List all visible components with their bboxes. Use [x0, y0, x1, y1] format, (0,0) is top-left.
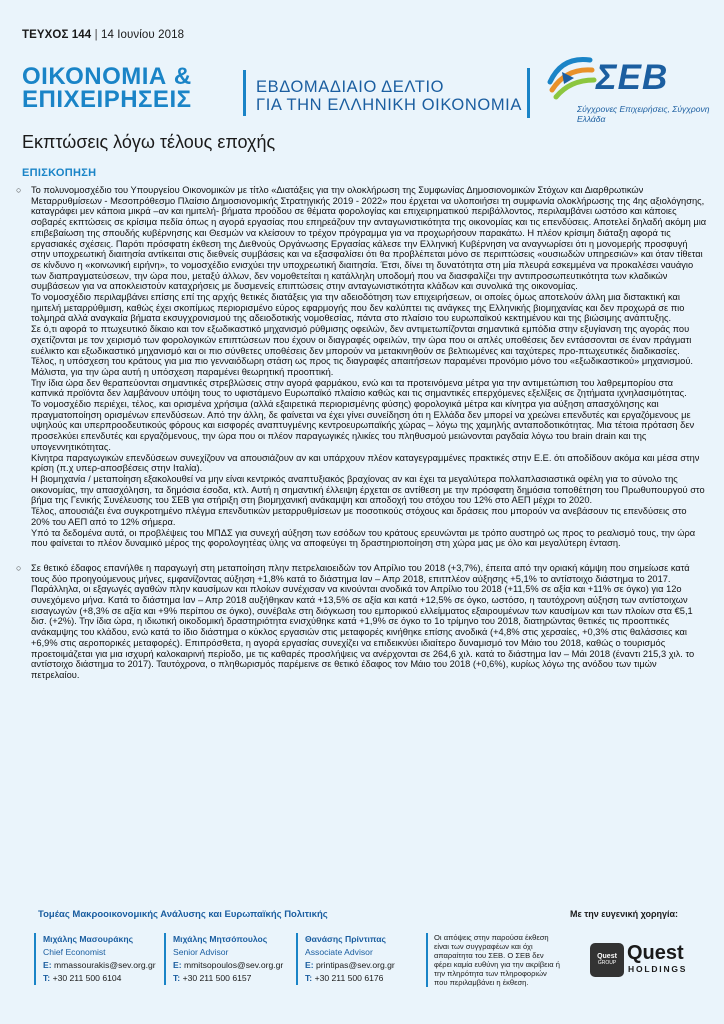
bulletin-line2: ΓΙΑ ΤΗΝ ΕΛΛΗΝΙΚΗ ΟΙΚΟΝΟΜΙΑ: [256, 96, 522, 114]
email-label: E:: [305, 960, 314, 970]
bullet-circle-icon: ○: [16, 562, 22, 573]
brand-title: [22, 65, 192, 111]
contact-phone: +30 211 500 6176: [314, 973, 384, 983]
title-divider: [243, 70, 246, 116]
contact-card-3: [296, 933, 395, 985]
bullet-1-paragraph-1: Το πολυνομοσχέδιο του Υπουργείου Οικονομικών με τίτλο «Διατάξεις για την ολοκλήρωση της Συμφωνίας Δημοσιονομικών Στόχων και Διαρθρωτικών Μεταρρυθμίσεων - Μεσοπρόθεσμο Πλαίσιο Δημοσιονομικής Στρατηγικής 2019 - 2022» που έρχεται να υλοποιήσει τη συμφωνία ολοκλήρωσης της 4ης αξιολόγησης, καταγράφει μεν κάποια μικρά –αν και ημιτελή- βήματα προόδου σε θέματα φορολογίας και επιχειρηματικού περιβάλλοντος, περιλαμβάνει ωστόσο και κάποιες σοβαρές εκπτώσεις σε κρίσιμα πεδία όπως η αγορά εργασίας που επηρεάζουν την ανταγωνιστικότητα της οικονομίας και τις επενδύσεις. Αποτελεί δηλαδή ακόμη μια επιβεβαίωση της σπουδής κυβέρνησης και Θεσμών να κλείσουν το τρέχον πρόγραμμα για να προχωρήσουν παρακάτω. Η πλέον κρίσιμη διάταξη αφορά τις εργασιακές σχέσεις. Παρότι πρόσφατη έκθεση της Διεθνούς Οργάνωσης Εργασίας κάλεσε την Ελληνική Κυβέρνηση να αναγνωρίσει ότι η μονομερής προσφυγή στην υποχρεωτική διαιτησία αντίκειται στις διεθνείς συμβάσεις και να εξασφαλίσει ότι θα προβλέπεται μόνο σε περιπτώσεις «ουσιωδών υπηρεσιών» και όταν τίθεται σε κίνδυνο η «κοινωνική ειρήνη», το νομοσχέδιο ενισχύει την υποχρεωτική διαιτησία. Έτσι, δίνει τη δυνατότητα στη μία πλευρά εσκεμμένα να προκαλέσει ναυάγιο των διαπραγματεύσεων, την ώρα που, μεταξύ άλλων, δεν νομοθετείται η κατάλληλη υποδομή που να διασφαλίζει την αντιπροσωπευτικότητα των κλαδικών συμβάσεων για να αποκλειστούν καταχρήσεις με δυσμενείς επιπτώσεις στην ανταγωνιστικότητα κλάδων και συνολικά της οικονομίας.: [31, 185, 707, 292]
contact-card-2: [164, 933, 283, 985]
issue-date: 14 Ιουνίου 2018: [100, 29, 185, 41]
bullet-item-2: [15, 563, 707, 681]
issue-separator: |: [94, 29, 98, 41]
quest-group-logo-icon: [590, 943, 624, 977]
bullet-1-paragraph-4: Την ίδια ώρα δεν θεραπεύονται σημαντικές στρεβλώσεις στην αγορά φαρμάκου, ενώ και τα προτεινόμενα μέτρα για την αντιμετώπιση του λαθρεμπορίου στα καπνικά προϊόντα δεν λαμβάνουν υπόψη τους το υφιστάμενο Ευρωπαϊκό πλαίσιο καθώς και τις σημαντικές επερχόμενες εξελίξεις σε ζητήματα ιχνηλασιμότητας.: [31, 377, 687, 399]
contact-phone: +30 211 500 6104: [52, 973, 122, 983]
bullet-2-paragraph-1: Σε θετικό έδαφος επανήλθε η παραγωγή στη μεταποίηση πλην πετρελαιοειδών τον Απρίλιο του 2018 (+3,7%), έπειτα από την οριακή κάμψη που σημείωσε κατά τους δύο προηγούμενους μήνες, εμφανίζοντας αύξηση +1,8% κατά το διάστημα Ιαν – Απρ 2018, επιτπλέον αύξησης +5,1% το αντίστοιχο διάστημα το 2017. Παράλληλα, οι εξαγωγές αγαθών πλην καυσίμων και πλοίων συνέχισαν να κινούνται ανοδικά τον Απρίλιο του 2018 (+11,5% σε αξία και +11% σε όγκο) για 12ο συνεχόμενο μήνα. Κατά το διάστημα Ιαν – Απρ 2018 αυξήθηκαν κατά +13,5% σε αξία και κατά +12,5% σε όγκο, ωστόσο, η ταυτόχρονη αύξηση των αντίστοιχων εισαγωγών (+8,3% σε αξία και +9% περίπου σε όγκο), συνέβαλε στη διόγκωση του εμπορικού ελλείμματος εξαιρουμένων των καυσίμων και των πλοίων στα €5,1 δισ. (+2%). Την ίδια ώρα, η ιδιωτική οικοδομική δραστηριότητα ενισχύθηκε κατά +1,9% σε όγκο το 1ο τρίμηνο του 2018, διατηρώντας θετικές τις προοπτικές ανάκαμψης του κλάδου, ενώ κατά το ίδιο διάστημα ο κύκλος εργασιών στις μεταφορές κινήθηκε επίσης ανοδικά (+4,8% στις χερσαίες, +0,3% στις θαλάσσιες και +6,9% στις αεροπορικές μεταφορές). Επιπρόσθετα, η αγορά εργασίας συνεχίζει να επιδεικνύει ιδιαίτερο δυναμισμό τον Μάιο του 2018, καθώς ο τουρισμός προετοιμάζεται για μια ισχυρή καλοκαιρινή περίοδο, με τις καθαρές προσλήψεις να ανέρχονται σε 264,6 χιλ. κατά το διάστημα Ιαν – Μάι 2018 (έναντι 215,3 χιλ. το αντίστοιχο διάστημα το 2017). Ταυτόχρονα, ο πληθωρισμός παρέμεινε σε θετικό έδαφος τον Μάιο του 2018 (+0,6%), κυρίως λόγω της ανόδου των τιμών πετρελαίου.: [31, 562, 695, 680]
brand-title-line1: ΟΙΚΟΝΟΜΙΑ &: [22, 63, 192, 90]
bullet-1-paragraph-7: Η βιομηχανία / μεταποίηση εξακολουθεί να μην είναι κεντρικός αναπτυξιακός βραχίονας αν και έχει τα μεγαλύτερα πολλαπλασιαστικά οφέλη για το σύνολο της οικονομίας, την απασχόληση, τα δημόσια έσοδα, κτλ. Αυτή η σημαντική έλλειψη έρχεται σε αντίθεση με την πρόσφατη δημόσια τοποθέτηση του Πρωθυπουργού στο βήμα της Γενικής Συνέλευσης του ΣΕΒ για στήριξη στη βιομηχανική ανάκαμψη και αποδοχή του στόχου του 12% στο ΑΕΠ μέχρι το 2020.: [31, 473, 705, 506]
bullet-1-paragraph-6: Κίνητρα παραγωγικών επενδύσεων συνεχίζουν να απουσιάζουν αν και υπάρχουν πλέον καταγεγραμμένες πρακτικές στην Ε.Ε. ότι αποδίδουν ακόμα και μέσα στην κρίση (π.χ υπερ-αποσβέσεις στην Ιταλία).: [31, 452, 700, 474]
bullet-1-paragraph-2: Το νομοσχέδιο περιλαμβάνει επίσης επί της αρχής θετικές διατάξεις για την αδειοδότηση των επιχειρήσεων, οι οποίες όμως αποτελούν άλλη μια διστακτική και ημιτελή μεταρρύθμιση, καθώς έχει σκοπίμως περιορισμένο εύρος εφαρμογής που δεν καλύπτει τις ανάγκες της Ελληνικής βιομηχανίας και δεν προχωρά σε πιο τολμηρά αλλά αναγκαία βήματα εκσυγχρονισμού της αδειοδοτικής νομοθεσίας, πάντα στο πλαίσιο του ευρωπαϊκού κεκτημένου και της βιώσιμης ανάπτυξης.: [31, 292, 685, 324]
sponsor-title: Με την ευγενική χορηγία:: [570, 909, 679, 919]
sponsor-sub: HOLDINGS: [628, 964, 688, 974]
contact-role: Associate Advisor: [305, 947, 373, 957]
phone-label: T:: [173, 973, 181, 983]
phone-label: T:: [305, 973, 313, 983]
bullet-1-paragraph-9: Υπό τα δεδομένα αυτά, οι προβλέψεις του ΜΠΔΣ για συνεχή αύξηση των εσόδων του κράτους ερευνώνται με τρόπο αυστηρό ως προς το ρεαλισμό τους, την ώρα που φαίνεται το πλέον δυναμικό μέρος της φορολογητέας ύλης να αποφεύγει τη δραστηριοποίηση στη χώρα μας με όλο και μεγαλύτερη ένταση.: [31, 527, 696, 549]
footer-unit-title: Τομέας Μακροοικονομικής Ανάλυσης και Ευρωπαϊκής Πολιτικής: [38, 909, 328, 920]
bullet-1-paragraph-8: Τέλος, απουσιάζει ένα συγκροτημένο πλέγμα επενδυτικών μεταρρυθμίσεων με ποσοτικούς στόχους και δράσεις που μπορούν να ανεβάσουν τις επενδύσεις στο 20% του ΑΕΠ από το 12% σήμερα.: [31, 506, 687, 527]
sev-logo-text: ΣΕΒ: [596, 58, 669, 97]
bullet-1-paragraph-3: Σε ό,τι αφορά το πτωχευτικό δίκαιο και τον εξωδικαστικό μηχανισμό ρύθμισης οφειλών, δεν αντιμετωπίζονται σημαντικά εμπόδια στην εξυγίανση της αγοράς που σχετίζονται με τον χειρισμό των φορολογικών επιπτώσεων που έχουν οι διαγραφές οφειλών, την ώρα που οι απλές υποθέσεις δεν εντάσσονται σε έναν πράγματι ευέλικτο και εξωδικαστικό μηχανισμό και οι πιο σύνθετες υποθέσεις δεν μπορούν να μετακινηθούν σε βελτιωμένες και ταχύτερες προ-πτωχευτικές διαδικασίες. Τέλος, η υπόσχεση του κράτους για μια πιο γενναιόδωρη στάση ως προς τις διαγραφές απαιτήσεων παραμένει προνόμιο μόνο του «εξωδικαστικού» μηχανισμού. Μάλιστα, για την ώρα αυτή η υπόσχεση παραμένει θεωρητική προοπτική.: [31, 324, 694, 377]
sev-tagline: Σύγχρονες Επιχειρήσεις, Σύγχρονη Ελλάδα: [577, 104, 710, 124]
contact-email-link[interactable]: mmassourakis@sev.org.gr: [53, 960, 156, 970]
logo-divider: [527, 68, 530, 118]
contact-card-1: [34, 933, 156, 985]
quest-mark-sub: GROUP: [597, 960, 617, 966]
email-label: E:: [43, 960, 52, 970]
disclaimer-text: Οι απόψεις στην παρούσα έκθεση είναι των συγγραφέων και όχι απαραίτητα του ΣΕΒ. Ο ΣΕΒ δεν φέρει καμία ευθύνη για την ακρίβεια ή την πληρότητα των πληροφοριών που περιλαμβάνει η έκθεση.: [426, 933, 562, 987]
contact-phone: +30 211 500 6157: [182, 973, 252, 983]
contact-role: Senior Advisor: [173, 947, 229, 957]
email-label: E:: [173, 960, 182, 970]
brand-title-line2: ΕΠΙΧΕΙΡΗΣΕΙΣ: [22, 86, 192, 113]
contact-name: Μιχάλης Μασουράκης: [43, 934, 134, 944]
overview-body: [15, 185, 707, 681]
bullet-gap: [15, 549, 707, 563]
bullet-1-paragraph-5: Το νομοσχέδιο περιέχει, τέλος, και ορισμένα χρήσιμα (αλλά εξαιρετικά περιορισμένης φύσης) φορολογικά μέτρα και κίνητρα για αύξηση απασχόλησης και πραγματοποίηση ορισμένων επενδύσεων. Από την άλλη, δε φαίνεται να έχει γίνει συνείδηση ότι η Ελλάδα δεν μπορεί να χρεώνει επενδυτές και εργαζόμενους με υψηλούς και υπερπροοδευτικούς φόρους και εισφορές αναπτυγμένης κεντροευρωπαϊκής χώρας – λόγω της χαμηλής ανταποδοτικότητας. Μια τέτοια πρόταση δεν προσελκύει επενδυτές και εργαζόμενους, την ώρα που οι πλέον παραγωγικές ηλικίες του πληθυσμού μειώνονται ραγδαία λόγω του brain drain και της υπογεννητικότητας.: [31, 399, 695, 452]
contact-email-link[interactable]: mmitsopoulos@sev.org.gr: [183, 960, 284, 970]
quest-mark-text: Quest: [597, 953, 617, 960]
contact-email-link[interactable]: printipas@sev.org.gr: [315, 960, 395, 970]
section-title: ΕΠΙΣΚΟΠΗΣΗ: [22, 167, 97, 179]
contact-name: Θανάσης Πρίντιπας: [305, 934, 387, 944]
sponsor-name: Quest: [627, 942, 684, 964]
phone-label: T:: [43, 973, 51, 983]
issue-line: [22, 29, 184, 41]
contact-name: Μιχάλης Μητσόπουλος: [173, 934, 268, 944]
sev-logo-icon: [544, 52, 598, 102]
page-headline: Εκπτώσεις λόγω τέλους εποχής: [22, 132, 276, 152]
contact-role: Chief Economist: [43, 947, 106, 957]
bulletin-title: [256, 78, 522, 114]
bullet-item-1: [15, 185, 707, 549]
bullet-circle-icon: ○: [16, 185, 22, 195]
issue-number: ΤΕΥΧΟΣ 144: [22, 29, 92, 41]
bulletin-line1: ΕΒΔΟΜΑΔΙΑΙΟ ΔΕΛΤΙΟ: [256, 78, 445, 96]
